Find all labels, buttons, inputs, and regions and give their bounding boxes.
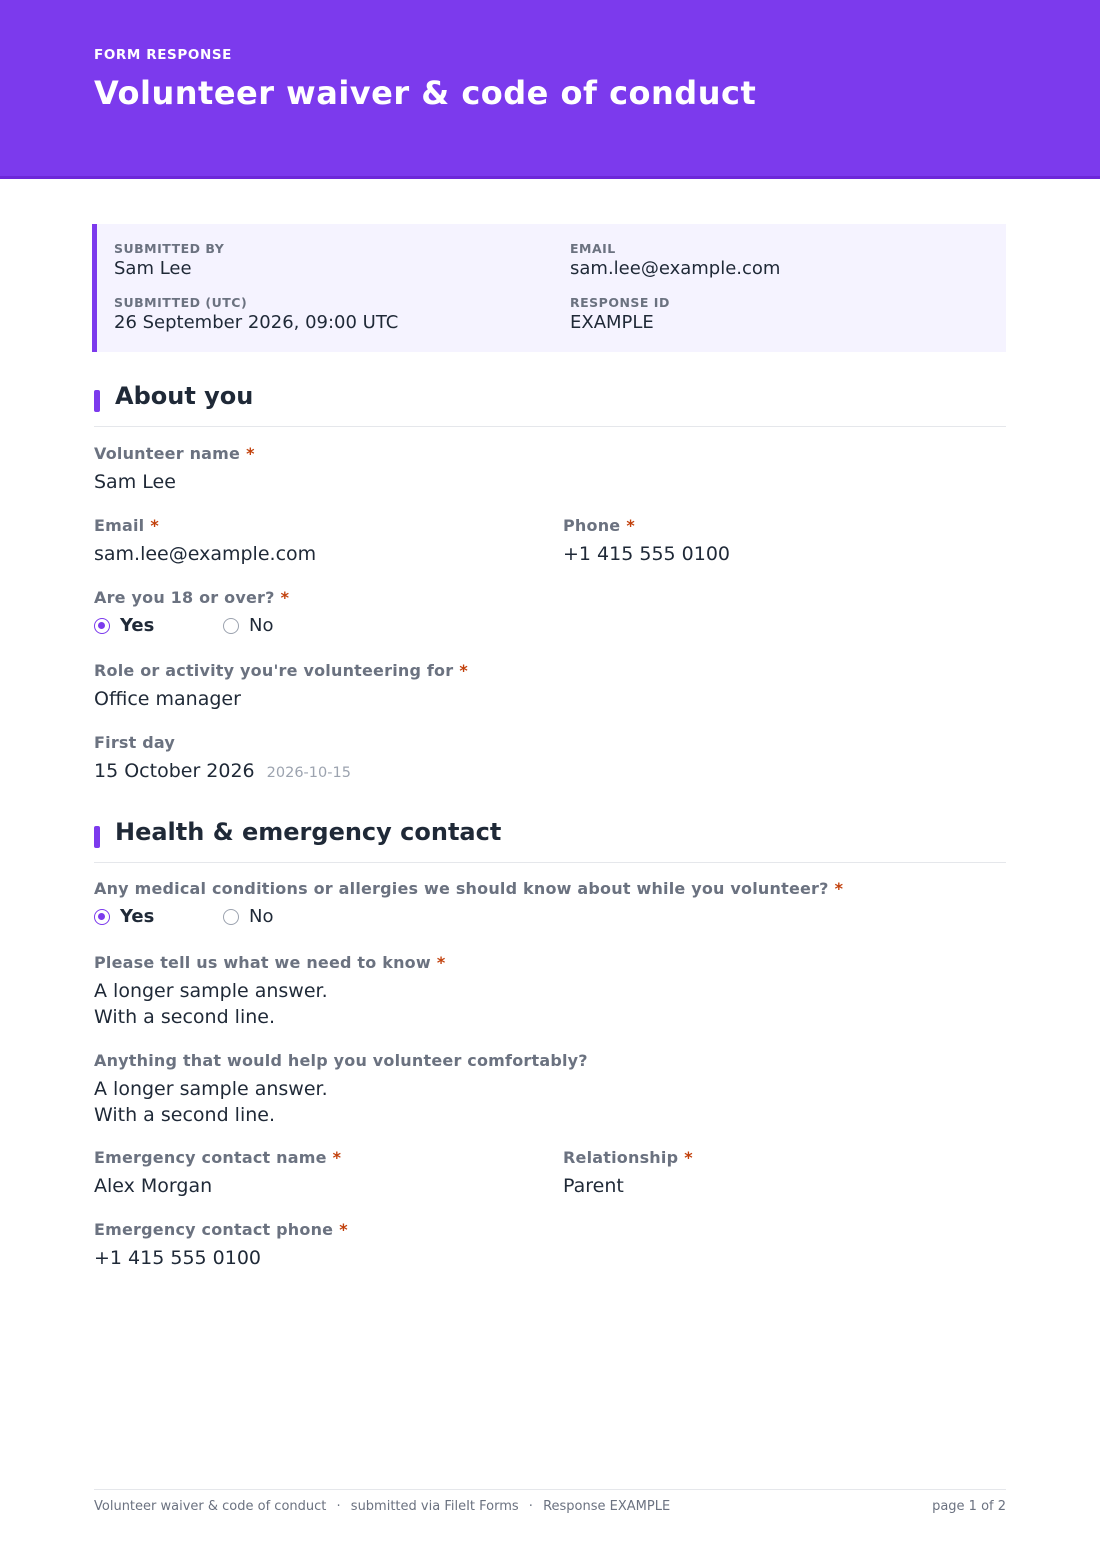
required-marker: *: [626, 516, 635, 535]
field-emergency-contact-name: [94, 1148, 341, 1199]
answer-value: Parent: [563, 1175, 624, 1197]
meta-submitted-by: [114, 241, 224, 279]
field-over-18: [94, 588, 289, 639]
field-volunteer-name: [94, 444, 255, 495]
section-divider: [94, 862, 1006, 863]
section-title: About you: [115, 382, 254, 410]
field-first-day: [94, 733, 351, 786]
header-banner: [0, 0, 1100, 179]
question-text: Volunteer name: [94, 444, 241, 463]
required-marker: *: [684, 1148, 693, 1167]
answer-value: [94, 978, 445, 1030]
question-text: Are you 18 or over?: [94, 588, 275, 607]
question-label: [94, 953, 445, 972]
radio-option-label: No: [249, 906, 274, 927]
meta-value: Sam Lee: [114, 258, 192, 279]
question-label: [563, 1148, 693, 1167]
answer-line: A longer sample answer.: [94, 980, 328, 1002]
question-label: [563, 516, 730, 535]
form-title: Volunteer waiver & code of conduct: [94, 74, 757, 112]
footer-submitted-via: submitted via FileIt Forms: [350, 1499, 519, 1514]
radio-option-yes: [94, 613, 154, 639]
required-marker: *: [280, 588, 290, 607]
meta-submitted-utc: [114, 295, 398, 333]
meta-label: EMAIL: [570, 241, 616, 256]
required-marker: *: [246, 444, 255, 463]
radio-option-label: No: [249, 615, 274, 636]
question-label: [94, 1220, 348, 1239]
section-title: Health & emergency contact: [115, 818, 502, 846]
question-label: Anything that would help you volunteer comfortably?: [94, 1051, 588, 1070]
radio-option-no: [223, 904, 273, 930]
question-label: [94, 879, 843, 898]
footer-info: [94, 1499, 670, 1514]
radio-option-yes: [94, 904, 154, 930]
footer-separator: ·: [336, 1499, 341, 1514]
answer-value: [94, 758, 351, 786]
question-text: Any medical conditions or allergies we should know about while you volunteer?: [94, 879, 829, 898]
answer-value: [94, 1076, 588, 1128]
question-label: First day: [94, 733, 176, 752]
question-text: Email: [94, 516, 145, 535]
required-marker: *: [459, 661, 468, 680]
page-footer: [94, 1489, 1006, 1514]
meta-value: sam.lee@example.com: [570, 258, 781, 279]
meta-label: SUBMITTED (UTC): [114, 295, 248, 310]
question-text: Please tell us what we need to know: [94, 953, 431, 972]
answer-value: +1 415 555 0100: [94, 1247, 262, 1269]
field-email: [94, 516, 316, 567]
radio-option-label: Yes: [120, 906, 155, 927]
answer-value: sam.lee@example.com: [94, 543, 317, 565]
footer-response: Response EXAMPLE: [543, 1499, 671, 1514]
submission-meta-panel: [92, 224, 1006, 352]
question-text: Emergency contact name: [94, 1148, 327, 1167]
date-iso: 2026-10-15: [266, 765, 351, 781]
question-text: Emergency contact phone: [94, 1220, 334, 1239]
question-label: [94, 444, 255, 463]
footer-separator: ·: [528, 1499, 533, 1514]
meta-label: RESPONSE ID: [570, 295, 670, 310]
date-long: 15 October 2026: [94, 760, 255, 782]
required-marker: *: [150, 516, 159, 535]
meta-value: EXAMPLE: [570, 312, 654, 333]
radio-option-no: [223, 613, 273, 639]
question-label: [94, 661, 468, 680]
section-accent-bar: [94, 390, 100, 412]
answer-value: +1 415 555 0100: [563, 543, 731, 565]
answer-line: A longer sample answer.: [94, 1078, 328, 1100]
question-label: [94, 516, 316, 535]
section-divider: [94, 426, 1006, 427]
required-marker: *: [436, 953, 446, 972]
field-comfort: [94, 1051, 588, 1128]
radio-option-label: Yes: [120, 615, 155, 636]
field-medical-details: [94, 953, 445, 1030]
question-text: Phone: [563, 516, 621, 535]
question-label: [94, 1148, 341, 1167]
answer-line: With a second line.: [94, 1006, 275, 1028]
required-marker: *: [834, 879, 844, 898]
question-text: Role or activity you're volunteering for: [94, 661, 454, 680]
answer-value: Sam Lee: [94, 471, 176, 493]
answer-value: Alex Morgan: [94, 1175, 213, 1197]
field-relationship: [563, 1148, 693, 1199]
radio-selected-icon: [94, 618, 110, 634]
meta-label: SUBMITTED BY: [114, 241, 225, 256]
page-number: page 1 of 2: [932, 1499, 1006, 1514]
meta-value: 26 September 2026, 09:00 UTC: [114, 312, 399, 333]
required-marker: *: [332, 1148, 342, 1167]
radio-group: [94, 613, 289, 639]
meta-email: [570, 241, 780, 279]
footer-form-name: Volunteer waiver & code of conduct: [94, 1499, 327, 1514]
question-text: Relationship: [563, 1148, 679, 1167]
section-accent-bar: [94, 826, 100, 848]
radio-unselected-icon: [223, 909, 239, 925]
radio-group: [94, 904, 843, 930]
field-phone: [563, 516, 730, 567]
header-kicker: FORM RESPONSE: [94, 47, 232, 63]
field-emergency-contact-phone: [94, 1220, 348, 1271]
radio-unselected-icon: [223, 618, 239, 634]
answer-value: Office manager: [94, 688, 241, 710]
radio-selected-icon: [94, 909, 110, 925]
meta-response-id: [570, 295, 670, 333]
required-marker: *: [339, 1220, 348, 1239]
question-label: [94, 588, 289, 607]
field-role: [94, 661, 468, 712]
field-medical-conditions: [94, 879, 843, 930]
answer-line: With a second line.: [94, 1104, 275, 1126]
